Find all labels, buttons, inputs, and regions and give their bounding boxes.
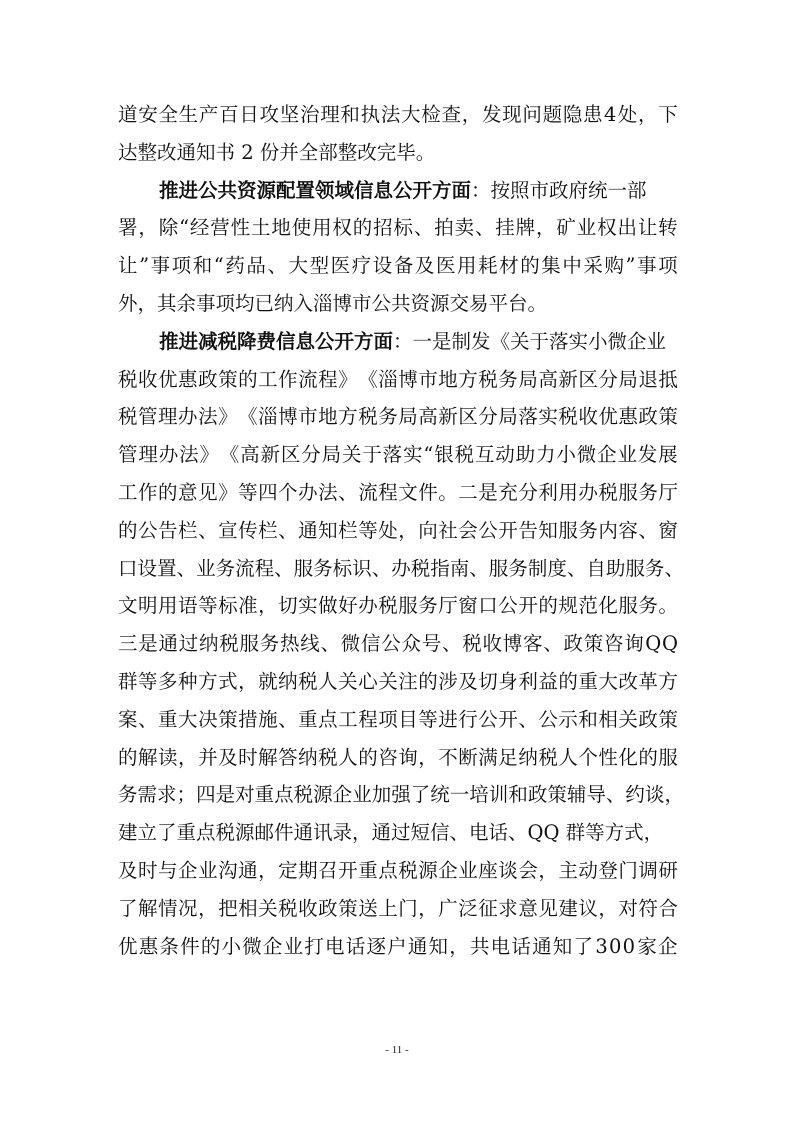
paragraph-first-line <box>118 323 678 361</box>
text-line: 了 解 情 况 ， 把 相 关 税 收 政 策 送 上 门 ， 广 泛 征 求 意 见 建 议 ， 对 符 合 <box>118 896 678 920</box>
text-line: 三 是 通 过 纳 税 服 务 热 线 、 微 信 公 众 号 、 税 收 博 客 、 政 策 咨 询 Q Q <box>118 632 678 656</box>
page-number: - 11 - <box>385 1044 409 1056</box>
text-line: 达整改通知书 2 份并全部整改完毕。 <box>118 140 436 164</box>
paragraph-first-line <box>118 172 678 210</box>
text-line: 税 管 理 办 法 》 《 淄 博 市 地 方 税 务 局 高 新 区 分 局 落 实 税 收 优 惠 政 策 <box>118 405 678 429</box>
heading-line-text: ：按照市政府统一部 <box>471 178 647 202</box>
text-line: 管 理 办 法 》 《 高 新 区 分 局 关 于 落 实 “ 银 税 互 动 助 力 小 微 企 业 发 展 <box>118 443 678 467</box>
text-line: 道 安 全 生 产 百 日 攻 坚 治 理 和 执 法 大 检 查 ， 发 现 问 题 隐 患 4 处 ， 下 <box>118 103 678 126</box>
heading-line-text: ：一是制发《关于落实小微企业 <box>393 329 667 353</box>
body-text <box>118 96 684 965</box>
text-line: 优 惠 条 件 的 小 微 企 业 打 电 话 逐 户 通 知 ， 共 电 话 通 知 了 3 0 0 家 企 <box>118 934 678 958</box>
section-heading: 推进减税降费信息公开方面 <box>159 329 394 353</box>
text-line: 及 时 与 企 业 沟 通 ， 定 期 召 开 重 点 税 源 企 业 座 谈 会 ， 主 动 登 门 调 研 <box>118 858 678 882</box>
text-line: 口 设 置 、 业 务 流 程 、 服 务 标 识 、 办 税 指 南 、 服 务 制 度 、 自 助 服 务 、 <box>118 556 684 580</box>
text-line: 的 公 告 栏 、 宣 传 栏 、 通 知 栏 等 处 ， 向 社 会 公 开 告 知 服 务 内 容 、 窗 <box>118 518 678 542</box>
text-line: 署 ， 除 “ 经 营 性 土 地 使 用 权 的 招 标 、 拍 卖 、 挂 牌 ， 矿 业 权 出 让 转 <box>118 216 678 240</box>
text-line: 税 收 优 惠 政 策 的 工 作 流 程 》 《 淄 博 市 地 方 税 务 局 高 新 区 分 局 退 抵 <box>118 367 678 391</box>
text-line: 文 明 用 语 等 标 准 ， 切 实 做 好 办 税 服 务 厅 窗 口 公 开 的 规 范 化 服 务 。 <box>118 594 678 618</box>
text-line: 案 、 重 大 决 策 措 施 、 重 点 工 程 项 目 等 进 行 公 开 、 公 示 和 相 关 政 策 <box>118 707 678 731</box>
section-heading: 推进公共资源配置领域信息公开方面 <box>159 178 472 202</box>
text-line: 的 解 读 ， 并 及 时 解 答 纳 税 人 的 咨 询 ， 不 断 满 足 纳 税 人 个 性 化 的 服 <box>118 745 678 769</box>
text-line: 外，其余事项均已纳入淄博市公共资源交易平台。 <box>118 291 548 315</box>
text-line: 工 作 的 意 见 》 等 四 个 办 法 、 流 程 文 件 。 二 是 充 分 利 用 办 税 服 务 厅 <box>118 480 678 504</box>
text-line: 建立了重点税源邮件通讯录，通过短信、电话、QQ 群等方式， <box>118 821 664 845</box>
text-line: 务 需 求 ； 四 是 对 重 点 税 源 企 业 加 强 了 统 一 培 训 和 政 策 辅 导 、 约 谈 ， <box>118 783 684 807</box>
text-line: 让 ” 事 项 和 “ 药 品 、 大 型 医 疗 设 备 及 医 用 耗 材 的 集 中 采 购 ” 事 项 <box>118 254 678 278</box>
text-line: 群 等 多 种 方 式 ， 就 纳 税 人 关 心 关 注 的 涉 及 切 身 利 益 的 重 大 改 革 方 <box>118 669 678 693</box>
